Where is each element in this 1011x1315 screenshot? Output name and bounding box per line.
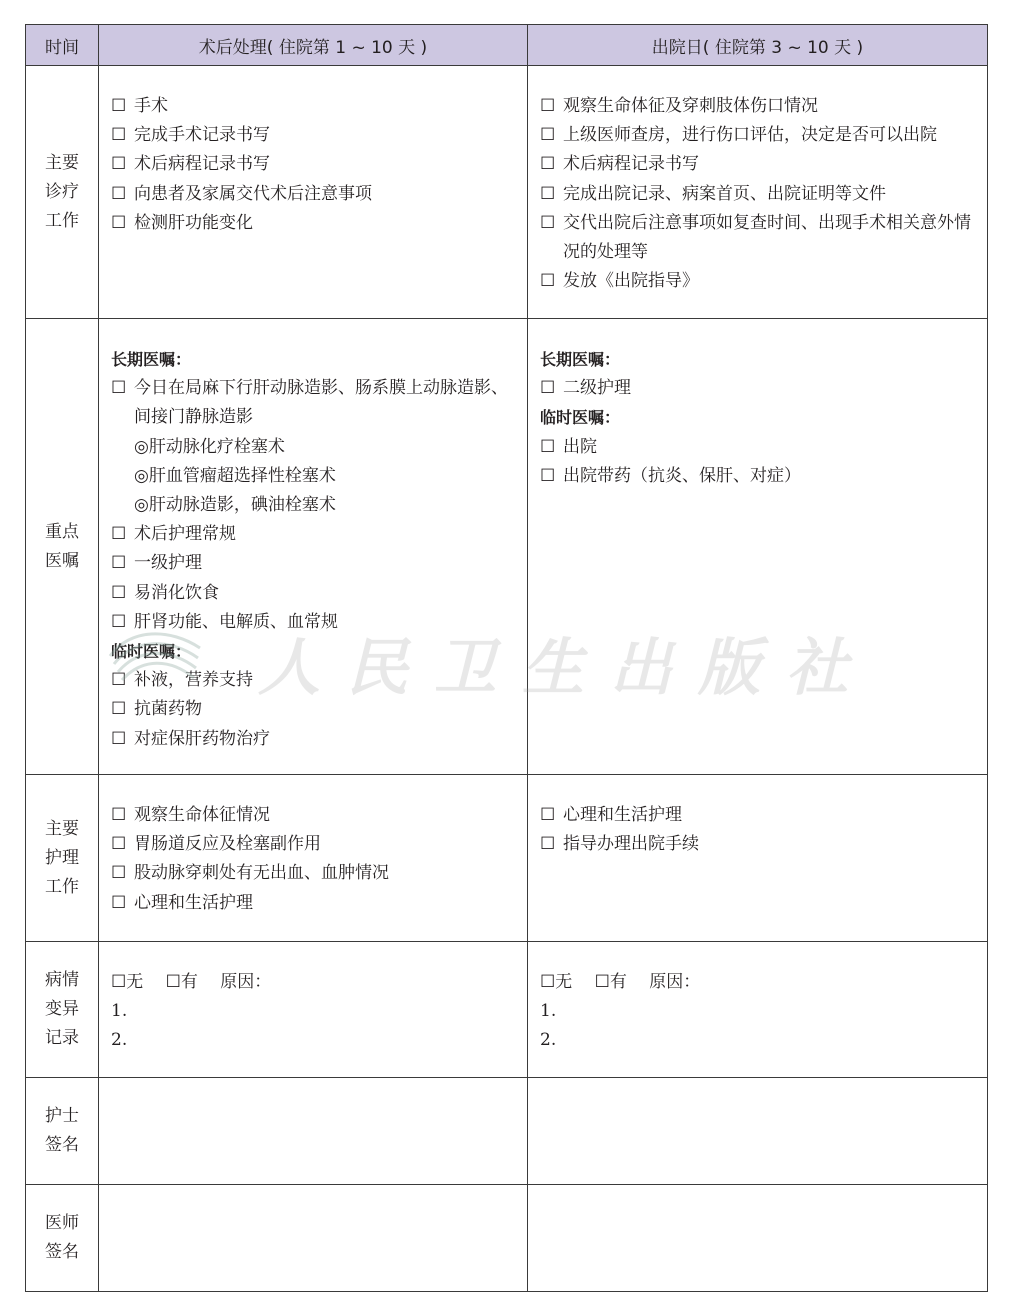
checkbox-icon[interactable]: ☐ [111,670,127,691]
header-postop: 术后处理( 住院第 1 ~ 10 天 ) [99,25,528,66]
checkbox-icon[interactable]: ☐ [111,125,127,146]
row-label-line: 医嘱 [45,550,79,571]
postop-cell [99,66,528,319]
postop-cell [99,1078,528,1185]
discharge-cell [528,66,988,319]
checkbox-item [540,830,977,859]
checkbox-item-label: 今日在局麻下行肝动脉造影、肠系膜上动脉造影、间接门静脉造影 [134,378,508,428]
checkbox-icon[interactable]: ☐ [540,378,556,399]
checkbox-icon[interactable]: ☐ [540,834,556,855]
row-label [26,66,99,319]
checkbox-icon[interactable]: ☐ [111,728,127,749]
row-label-line: 工作 [45,876,79,897]
checkbox-item [111,92,517,121]
checkbox-item [111,695,517,724]
row-label [26,775,99,942]
checkbox-item [111,520,517,549]
checkbox-item-label: 一级护理 [134,553,202,574]
checkbox-icon[interactable]: ☐ [540,436,556,457]
row-label-line: 签名 [45,1135,79,1155]
checkbox-item-label: 胃肠道反应及栓塞副作用 [134,834,321,855]
row-label [26,942,99,1078]
cell-content [99,319,527,768]
checkbox-item-label: 心理和生活护理 [563,805,682,825]
variation-line: ☐无 ☐有 原因： [540,972,701,992]
row-label-line: 诊疗 [45,181,79,202]
row-label [26,1078,99,1185]
checkbox-icon[interactable]: ☐ [111,212,127,233]
discharge-cell [528,775,988,942]
checkbox-item-label: 术后护理常规 [134,524,236,545]
checkbox-item [111,121,517,150]
table-row [26,1185,988,1292]
checkbox-item [540,180,977,209]
checkbox-item-label: 出院带药（抗炎、保肝、对症） [563,465,801,486]
checkbox-item-label: 完成手术记录书写 [134,125,270,146]
discharge-cell [528,1078,988,1185]
cell-content [99,1185,527,1225]
checkbox-item [111,579,517,608]
order-section-heading: 长期医嘱： [540,350,621,369]
row-label-line: 主要 [45,152,79,173]
checkbox-item-label: 股动脉穿刺处有无出血、血肿情况 [134,863,389,884]
header-discharge: 出院日( 住院第 3 ~ 10 天 ) [528,25,988,66]
discharge-cell [528,1185,988,1292]
procedure-option: ◎肝血管瘤超选择性栓塞术 [134,465,336,486]
checkbox-item [540,801,977,830]
checkbox-icon[interactable]: ☐ [111,582,127,603]
checkbox-item [111,209,517,238]
checkbox-item-label: 向患者及家属交代术后注意事项 [134,183,372,204]
checkbox-icon[interactable]: ☐ [111,834,127,855]
procedure-option: ◎肝动脉造影，碘油栓塞术 [134,495,336,516]
checkbox-item-label: 交代出院后注意事项如复查时间、出现手术相关意外情况的处理等 [563,212,971,263]
checkbox-item-label: 观察生命体征情况 [134,805,270,825]
checkbox-item [111,801,517,830]
checkbox-item [540,433,977,462]
row-label-line: 医师 [45,1213,79,1233]
cell-content [528,1185,987,1225]
row-label [26,319,99,775]
checkbox-item [111,725,517,754]
checkbox-item-label: 指导办理出院手续 [563,834,699,855]
row-label-line: 签名 [45,1242,79,1262]
table-row [26,775,988,942]
table-row [26,1078,988,1185]
row-label-line: 工作 [45,210,79,231]
checkbox-icon[interactable]: ☐ [111,183,127,204]
checkbox-item-label: 补液，营养支持 [134,670,253,691]
checkbox-icon[interactable]: ☐ [111,553,127,574]
row-label-line: 变异 [45,999,79,1019]
clinical-pathway-table [25,24,988,1292]
watermark-text: 人民卫生出版社 [258,631,875,704]
checkbox-item [540,150,977,179]
cell-content [528,775,987,873]
order-section-heading: 长期医嘱： [111,350,192,369]
checkbox-item-label: 对症保肝药物治疗 [134,728,270,749]
variation-line: ☐无 ☐有 原因： [111,972,272,992]
discharge-cell [528,319,988,775]
postop-cell [99,1185,528,1292]
checkbox-item-label: 术后病程记录书写 [134,154,270,175]
checkbox-item-label: 完成出院记录、病案首页、出院证明等文件 [563,183,886,204]
checkbox-item [540,462,977,491]
checkbox-item-label: 观察生命体征及穿刺肢体伤口情况 [563,96,818,116]
checkbox-item-label: 上级医师查房，进行伤口评估，决定是否可以出院 [563,125,937,146]
checkbox-icon[interactable]: ☐ [111,699,127,720]
checkbox-item-label: 出院 [563,436,597,457]
cell-content [99,1078,527,1118]
checkbox-item [111,830,517,859]
cell-content [528,319,987,505]
checkbox-icon[interactable]: ☐ [540,805,556,825]
cell-content [528,1078,987,1118]
row-label-line: 病情 [45,970,79,990]
checkbox-item-label: 二级护理 [563,378,631,399]
checkbox-item [111,150,517,179]
checkbox-icon[interactable]: ☐ [540,212,556,233]
row-label [26,1185,99,1292]
discharge-cell [528,942,988,1078]
table-row [26,942,988,1078]
checkbox-item [540,374,977,403]
checkbox-icon[interactable]: ☐ [111,154,127,175]
checkbox-item [111,859,517,888]
checkbox-item [111,889,517,918]
checkbox-item [540,121,977,150]
postop-cell [99,942,528,1078]
row-label-line: 护士 [45,1106,79,1126]
checkbox-item [111,374,517,432]
checkbox-item-label: 术后病程记录书写 [563,154,699,175]
checkbox-item [540,92,977,121]
cell-content [99,942,527,1070]
checkbox-icon[interactable]: ☐ [111,524,127,545]
order-section-heading: 临时医嘱： [540,408,621,428]
checkbox-item-label: 检测肝功能变化 [134,212,253,233]
cell-content [528,942,987,1070]
checkbox-icon[interactable]: ☐ [111,863,127,884]
row-label-line: 护理 [45,847,79,868]
header-time: 时间 [26,25,99,66]
checkbox-item-label: 手术 [134,96,168,116]
checkbox-item-label: 易消化饮食 [134,582,219,603]
header-row [26,25,988,66]
checkbox-item [111,180,517,209]
variation-line: 2. [540,1030,557,1051]
checkbox-icon[interactable]: ☐ [540,271,556,292]
checkbox-item [111,549,517,578]
checkbox-icon[interactable]: ☐ [111,892,127,913]
checkbox-item [111,608,517,637]
checkbox-item-label: 抗菌药物 [134,699,202,720]
cell-content [99,66,527,252]
checkbox-icon[interactable]: ☐ [111,611,127,632]
checkbox-icon[interactable]: ☐ [111,378,127,399]
row-label-line: 主要 [45,818,79,839]
variation-line: 1. [111,1001,128,1022]
checkbox-icon[interactable]: ☐ [540,183,556,204]
checkbox-icon[interactable]: ☐ [111,805,127,825]
postop-cell [99,775,528,942]
checkbox-icon[interactable]: ☐ [540,154,556,175]
checkbox-item [540,209,977,267]
row-label-line: 重点 [45,521,79,542]
checkbox-item-label: 心理和生活护理 [134,892,253,913]
procedure-option: ◎肝动脉化疗栓塞术 [134,436,285,457]
checkbox-icon[interactable]: ☐ [540,96,556,116]
order-section-heading: 临时医嘱： [111,642,192,662]
variation-line: 2. [111,1030,128,1051]
checkbox-icon[interactable]: ☐ [540,125,556,146]
checkbox-item-label: 肝肾功能、电解质、血常规 [134,611,338,632]
row-label-line: 记录 [45,1028,79,1048]
postop-cell [99,319,528,775]
checkbox-item [111,666,517,695]
checkbox-icon[interactable]: ☐ [111,96,127,116]
table-row [26,319,988,775]
variation-line: 1. [540,1001,557,1022]
table-row [26,66,988,319]
cell-content [528,66,987,310]
checkbox-item [540,267,977,296]
cell-content [99,775,527,932]
checkbox-item-label: 发放《出院指导》 [563,271,699,292]
checkbox-icon[interactable]: ☐ [540,465,556,486]
